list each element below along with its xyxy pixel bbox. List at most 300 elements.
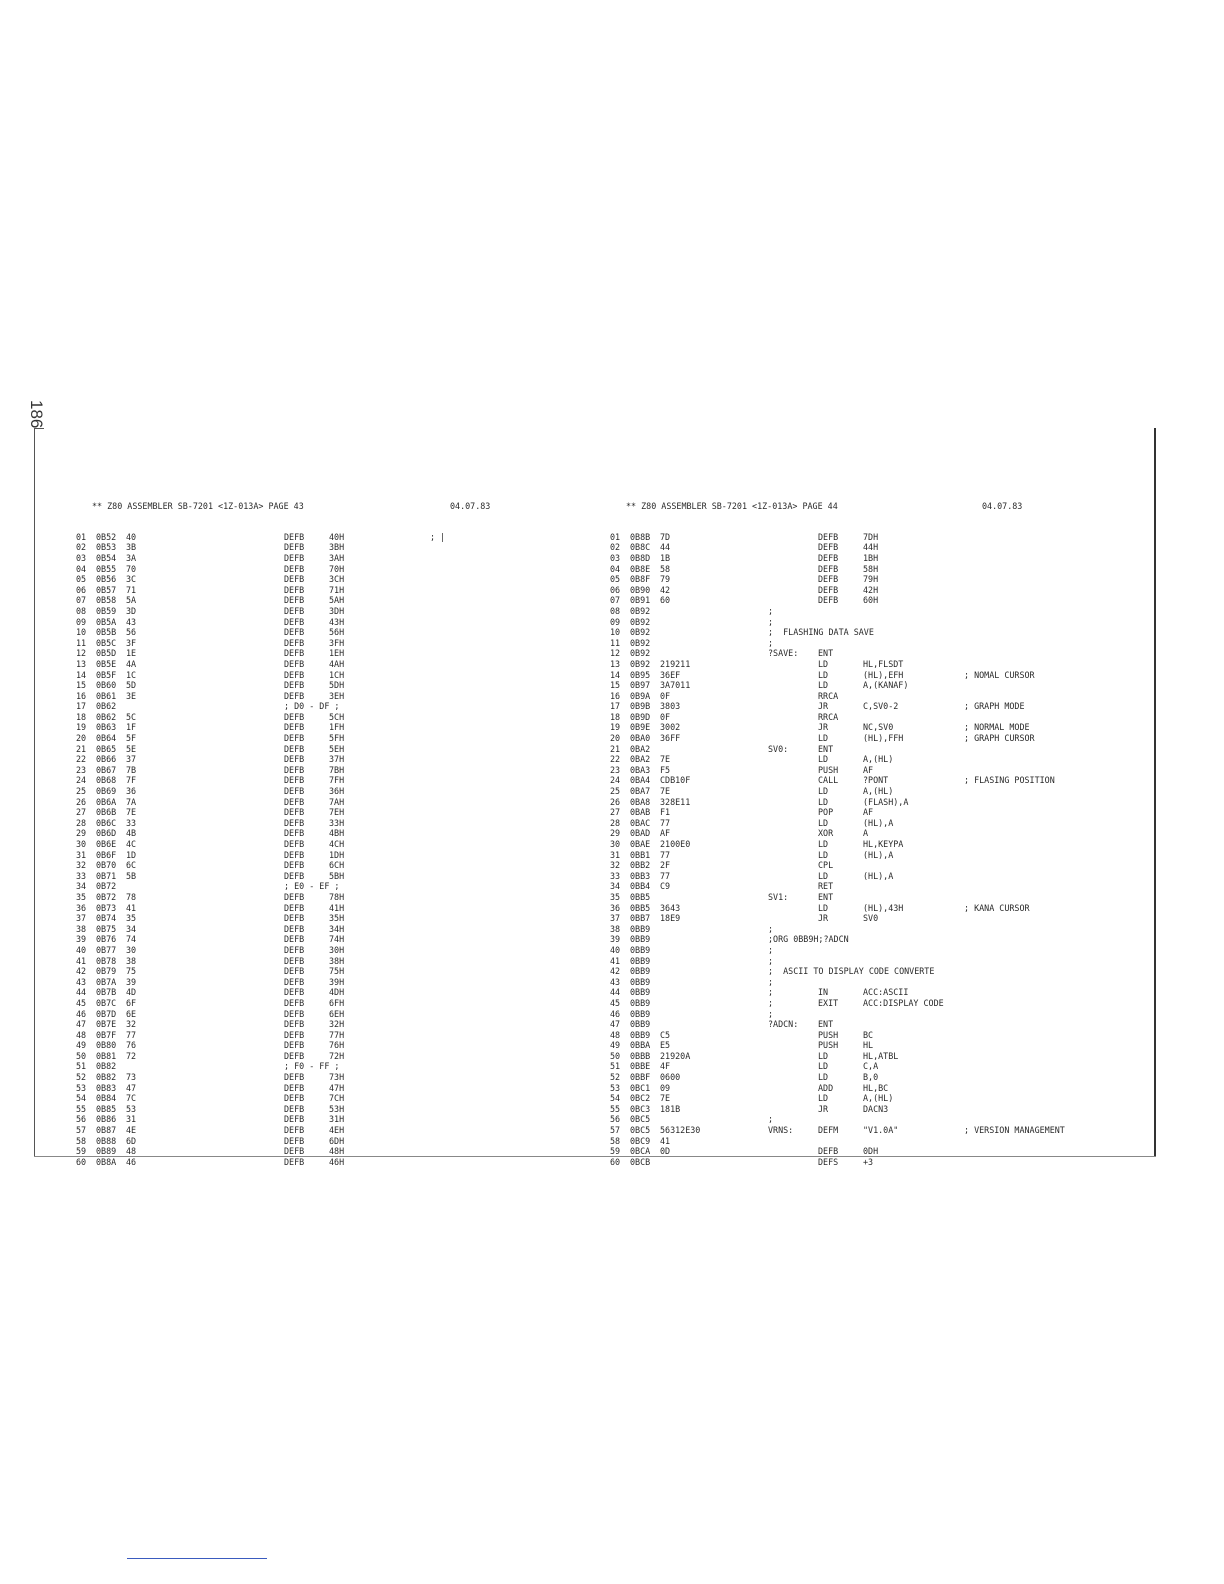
listing-line — [76, 584, 345, 596]
mnemonic: RRCA — [818, 711, 839, 722]
operand: 71H — [329, 584, 345, 595]
operand: HL,BC — [863, 1082, 889, 1093]
line-number: 17 — [76, 701, 87, 712]
listing-line — [76, 934, 345, 945]
address: 0BB9 — [630, 987, 651, 998]
address: 0B66 — [96, 754, 117, 765]
line-number: 46 — [76, 1008, 87, 1019]
line-number: 53 — [76, 1082, 87, 1093]
operand: 3DH — [329, 605, 345, 616]
operand: 6FH — [329, 997, 345, 1008]
address: 0BB9 — [630, 944, 651, 955]
mnemonic: DEFB — [818, 574, 839, 585]
line-number: 08 — [76, 605, 87, 616]
mnemonic: LD — [818, 1061, 829, 1072]
operand: +3 — [863, 1156, 874, 1167]
label: ; — [768, 944, 774, 955]
line-number: 03 — [610, 552, 621, 563]
listing-line — [610, 637, 774, 649]
object-code: 79 — [660, 574, 671, 585]
line-number: 45 — [76, 997, 87, 1008]
listing-line — [610, 669, 1035, 681]
address: 0BB3 — [630, 870, 651, 881]
object-code: 4A — [126, 658, 137, 669]
line-number: 39 — [76, 934, 87, 945]
listing-page-43 — [76, 480, 491, 1167]
mnemonic: DEFB — [284, 870, 305, 881]
operand: ?PONT — [863, 775, 889, 786]
mnemonic: DEFB — [818, 531, 839, 542]
line-number: 24 — [76, 775, 87, 786]
line-number: 56 — [610, 1114, 621, 1125]
line-number: 24 — [610, 775, 621, 786]
object-code: 77 — [126, 1029, 137, 1040]
object-code: 3002 — [660, 722, 681, 733]
listing-line — [76, 658, 345, 670]
mnemonic: DEFB — [284, 913, 305, 924]
mnemonic: DEFB — [284, 648, 305, 659]
listing-line — [76, 1135, 345, 1147]
mnemonic: DEFB — [284, 786, 305, 797]
address: 0BB5 — [630, 891, 651, 902]
mnemonic: LD — [818, 786, 829, 797]
address: 0B70 — [96, 860, 117, 871]
object-code: CDB10F — [660, 775, 691, 786]
line-number: 01 — [610, 531, 621, 542]
line-number: 45 — [610, 997, 621, 1008]
mnemonic: DEFB — [284, 902, 305, 913]
address: 0BB9 — [630, 966, 651, 977]
mnemonic: DEFB — [284, 764, 305, 775]
address: 0B71 — [96, 870, 117, 881]
line-number: 48 — [610, 1029, 621, 1040]
address: 0B6A — [96, 796, 117, 807]
mnemonic: LD — [818, 817, 829, 828]
comment: ; KANA CURSOR — [964, 902, 1030, 913]
line-number: 01 — [76, 531, 87, 542]
object-code: 60 — [660, 595, 671, 606]
operand: A — [863, 828, 869, 839]
mnemonic: ENT — [818, 1019, 834, 1030]
operand: 7DH — [863, 531, 879, 542]
address: 0B61 — [96, 690, 117, 701]
address: 0BBB — [630, 1050, 651, 1061]
object-code: 32 — [126, 1019, 137, 1030]
listing-line — [76, 923, 345, 935]
object-code: 37 — [126, 754, 137, 765]
listing-page-44 — [610, 480, 1065, 1167]
operand: (HL),FFH — [863, 733, 904, 744]
mnemonic: EXIT — [818, 997, 839, 1008]
address: 0B81 — [96, 1050, 117, 1061]
mnemonic: PUSH — [818, 1040, 839, 1051]
operand: ACC:ASCII — [863, 987, 909, 998]
line-number: 44 — [76, 987, 87, 998]
line-number: 38 — [76, 923, 87, 934]
listing-line — [76, 796, 345, 808]
mnemonic: DEFB — [284, 807, 305, 818]
address: 0B65 — [96, 743, 117, 754]
listing-line — [76, 637, 345, 649]
listing-title: ** Z80 ASSEMBLER SB-7201 <1Z-013A> PAGE 43 — [92, 501, 304, 512]
address: 0B92 — [630, 658, 651, 669]
label: ; ASCII TO DISPLAY CODE CONVERTE — [768, 966, 935, 977]
mnemonic: DEFB — [818, 1146, 839, 1157]
label: ; — [768, 616, 774, 627]
mnemonic: DEFB — [284, 1103, 305, 1114]
operand: 4AH — [329, 658, 345, 669]
operand: AF — [863, 807, 874, 818]
listing-line — [76, 839, 345, 850]
object-code: 58 — [660, 563, 671, 574]
line-number: 48 — [76, 1029, 87, 1040]
object-code: 48 — [126, 1146, 137, 1157]
address: 0B64 — [96, 733, 117, 744]
object-code: C5 — [660, 1029, 671, 1040]
line-number: 33 — [76, 870, 87, 881]
address: 0B92 — [630, 627, 651, 638]
address: 0B6F — [96, 849, 117, 860]
mnemonic: LD — [818, 658, 829, 669]
listing-line — [76, 542, 345, 553]
address: 0B86 — [96, 1114, 117, 1125]
address: 0BC5 — [630, 1125, 651, 1136]
mnemonic: DEFB — [284, 531, 305, 542]
line-number: 27 — [76, 807, 87, 818]
mnemonic: DEFB — [284, 733, 305, 744]
mnemonic: DEFB — [284, 1125, 305, 1136]
line-number: 20 — [610, 733, 621, 744]
object-code: E5 — [660, 1040, 671, 1051]
listing-line — [76, 690, 345, 702]
line-number: 54 — [76, 1093, 87, 1104]
object-code: 56312E30 — [660, 1125, 701, 1136]
listing-line — [610, 595, 879, 606]
listing-line — [610, 711, 839, 723]
mnemonic: DEFB — [284, 1008, 305, 1019]
line-number: 19 — [610, 722, 621, 733]
object-code: 4D — [126, 987, 137, 998]
line-number: 46 — [610, 1008, 621, 1019]
address: 0BB1 — [630, 849, 651, 860]
mnemonic: DEFB — [284, 997, 305, 1008]
line-number: 23 — [76, 764, 87, 775]
mnemonic: DEFB — [284, 817, 305, 828]
listing-line — [76, 881, 340, 892]
listing-line — [76, 817, 345, 829]
object-code: 4C — [126, 839, 137, 849]
line-number: 25 — [610, 786, 621, 797]
address: 0B72 — [96, 881, 117, 892]
line-number: 06 — [610, 584, 621, 595]
address: 0B7C — [96, 997, 117, 1008]
listing-line — [76, 1103, 345, 1115]
address: 0BC1 — [630, 1082, 651, 1093]
address: 0BA2 — [630, 743, 651, 754]
mnemonic: DEFB — [284, 627, 305, 638]
line-number: 10 — [610, 627, 621, 638]
line-number: 33 — [610, 870, 621, 881]
listing-line — [76, 860, 345, 871]
address: 0BAB — [630, 807, 651, 818]
line-number: 47 — [610, 1019, 621, 1030]
mnemonic: DEFB — [284, 839, 305, 849]
address: 0BC9 — [630, 1135, 651, 1146]
listing-line — [610, 584, 879, 596]
object-code: 5A — [126, 595, 137, 606]
listing-line — [76, 722, 345, 733]
object-code: 18E9 — [660, 913, 681, 924]
listing-line — [610, 1072, 879, 1083]
address: 0B8D — [630, 552, 651, 563]
object-code: 3643 — [660, 902, 681, 913]
line-number: 29 — [76, 828, 87, 839]
right-border-line — [1154, 428, 1156, 1156]
address: 0B8E — [630, 563, 651, 574]
line-number: 35 — [76, 891, 87, 902]
mnemonic: DEFB — [284, 849, 305, 860]
line-number: 60 — [610, 1156, 621, 1167]
line-number: 37 — [610, 913, 621, 924]
footer-rule — [127, 1558, 267, 1559]
line-number: 42 — [610, 966, 621, 977]
listing-line — [76, 902, 345, 914]
address: 0BAC — [630, 817, 651, 828]
line-number: 57 — [76, 1125, 87, 1136]
line-number: 28 — [76, 817, 87, 828]
object-code: 4F — [660, 1061, 671, 1072]
label: ; — [768, 923, 774, 934]
object-code: 6D — [126, 1135, 137, 1146]
object-code: 43 — [126, 616, 137, 627]
line-number: 23 — [610, 764, 621, 775]
operand: 79H — [863, 574, 879, 585]
address: 0B62 — [96, 701, 117, 712]
address: 0B52 — [96, 531, 117, 542]
address: 0B5B — [96, 627, 117, 638]
operand: 44H — [863, 542, 879, 553]
listing-line — [610, 531, 879, 543]
object-code: 7D — [660, 531, 671, 542]
listing-line — [610, 1008, 774, 1020]
comment: ; NOMAL CURSOR — [964, 669, 1035, 680]
mnemonic: DEFB — [284, 775, 305, 786]
mnemonic: DEFB — [284, 563, 305, 574]
address: 0B9A — [630, 690, 651, 701]
line-number: 44 — [610, 987, 621, 998]
listing-line — [610, 658, 904, 670]
operand: 41H — [329, 902, 345, 913]
mnemonic: LD — [818, 754, 829, 765]
comment: ; NORMAL MODE — [964, 722, 1030, 733]
operand: 48H — [329, 1146, 345, 1157]
address: 0B6C — [96, 817, 117, 828]
operand: 1EH — [329, 648, 345, 659]
object-code: 181B — [660, 1103, 681, 1114]
object-code: 5C — [126, 711, 137, 722]
listing-line — [76, 764, 345, 776]
address: 0B88 — [96, 1135, 117, 1146]
line-number: 54 — [610, 1093, 621, 1104]
mnemonic: LD — [818, 796, 829, 807]
object-code: AF — [660, 828, 671, 839]
object-code: 1D — [126, 849, 137, 860]
operand: 4CH — [329, 839, 345, 849]
listing-line — [610, 1029, 874, 1041]
address: 0B72 — [96, 891, 117, 902]
mnemonic: DEFB — [818, 584, 839, 595]
address: 0BC2 — [630, 1093, 651, 1104]
listing-line — [76, 1019, 345, 1030]
line-number: 07 — [76, 595, 87, 606]
mnemonic: DEFB — [284, 955, 305, 966]
object-code: 36 — [126, 786, 137, 797]
object-code: 219211 — [660, 658, 691, 669]
listing-line — [76, 574, 345, 585]
address: 0B59 — [96, 605, 117, 616]
address: 0B60 — [96, 680, 117, 691]
operand: SV0 — [863, 913, 879, 924]
line-number: 35 — [610, 891, 621, 902]
mnemonic: DEFB — [284, 1072, 305, 1083]
address: 0B5A — [96, 616, 117, 627]
address: 0B7D — [96, 1008, 117, 1019]
listing-line — [610, 817, 894, 829]
operand: 6EH — [329, 1008, 345, 1019]
operand: (HL),A — [863, 870, 894, 881]
operand: 5CH — [329, 711, 345, 722]
operand: (FLASH),A — [863, 796, 909, 807]
mnemonic: DEFB — [284, 722, 305, 733]
object-code: 46 — [126, 1156, 137, 1167]
mnemonic: DEFB — [284, 828, 305, 839]
operand: 3CH — [329, 574, 345, 585]
line-number: 21 — [76, 743, 87, 754]
listing-header — [76, 501, 491, 521]
mnemonic: RRCA — [818, 690, 839, 701]
operand: 7FH — [329, 775, 345, 786]
address: 0B82 — [96, 1061, 117, 1072]
mnemonic: DEFB — [284, 1146, 305, 1157]
mnemonic: DEFB — [284, 1019, 305, 1030]
operand: A,(HL) — [863, 786, 894, 797]
line-number: 02 — [610, 542, 621, 553]
mnemonic: LD — [818, 839, 829, 849]
object-code: 77 — [660, 870, 671, 881]
address: 0B6E — [96, 839, 117, 849]
object-code: 0D — [660, 1146, 671, 1157]
object-code: 2F — [660, 860, 671, 871]
line-number: 55 — [610, 1103, 621, 1114]
listing-line — [610, 648, 834, 659]
mnemonic: LD — [818, 1093, 829, 1104]
label: ; — [768, 987, 774, 998]
mnemonic: DEFB — [284, 891, 305, 902]
operand: A,(KANAF) — [863, 680, 909, 691]
address: 0B62 — [96, 711, 117, 722]
line-number: 04 — [76, 563, 87, 574]
address: 0B6B — [96, 807, 117, 818]
line-number: 10 — [76, 627, 87, 638]
mnemonic: DEFB — [284, 680, 305, 691]
object-code: 328E11 — [660, 796, 691, 807]
mnemonic: DEFS — [818, 1156, 839, 1167]
address: 0B80 — [96, 1040, 117, 1051]
listing-line — [610, 552, 879, 564]
object-code: 6C — [126, 860, 137, 871]
address: 0B67 — [96, 764, 117, 775]
mnemonic: DEFB — [284, 976, 305, 987]
address: 0B75 — [96, 923, 117, 934]
listing-line — [76, 701, 340, 712]
object-code: 3803 — [660, 701, 681, 712]
listing-line — [610, 1019, 834, 1030]
line-number: 02 — [76, 542, 87, 553]
operand: 40H — [329, 531, 345, 542]
object-code: 7B — [126, 764, 137, 775]
operand: 76H — [329, 1040, 345, 1051]
listing-line — [76, 976, 345, 988]
listing-line — [76, 1061, 340, 1072]
object-code: 44 — [660, 542, 671, 553]
address: 0B76 — [96, 934, 117, 945]
object-code: 21920A — [660, 1050, 691, 1061]
listing-line — [610, 934, 849, 945]
operand: 47H — [329, 1082, 345, 1093]
line-number: 37 — [76, 913, 87, 924]
line-number: 55 — [76, 1103, 87, 1114]
address: 0B9E — [630, 722, 651, 733]
address: 0B68 — [96, 775, 117, 786]
listing-line — [76, 1125, 345, 1136]
line-number: 41 — [76, 955, 87, 966]
mnemonic: DEFB — [284, 796, 305, 807]
mnemonic: JR — [818, 722, 829, 733]
line-number: 51 — [610, 1061, 621, 1072]
mnemonic: LD — [818, 1050, 829, 1061]
object-code: 7E — [660, 786, 671, 797]
listing-line — [610, 828, 869, 839]
object-code: 7E — [660, 754, 671, 765]
operand: C,SV0-2 — [863, 701, 899, 712]
address: 0BB9 — [630, 934, 651, 945]
listing-line — [76, 786, 345, 797]
operand: 77H — [329, 1029, 345, 1040]
object-code: 41 — [126, 902, 137, 913]
line-number: 13 — [610, 658, 621, 669]
mnemonic: LD — [818, 1072, 829, 1083]
line-number: 58 — [610, 1135, 621, 1146]
address: 0B78 — [96, 955, 117, 966]
mnemonic: DEFB — [284, 1040, 305, 1051]
listing-line — [610, 902, 1030, 914]
mnemonic: DEFB — [284, 1156, 305, 1167]
object-code: 7A — [126, 796, 137, 807]
address: 0BB9 — [630, 976, 651, 987]
line-number: 14 — [610, 669, 621, 680]
listing-line — [76, 743, 345, 755]
address: 0B8A — [96, 1156, 117, 1167]
address: 0B92 — [630, 605, 651, 616]
line-number: 22 — [610, 754, 621, 765]
operand: 1BH — [863, 552, 879, 563]
line-number: 11 — [76, 637, 87, 648]
operand: 33H — [329, 817, 345, 828]
object-code: 34 — [126, 923, 137, 934]
line-number: 51 — [76, 1061, 87, 1072]
listing-line — [610, 891, 834, 903]
object-code: 1C — [126, 669, 137, 680]
